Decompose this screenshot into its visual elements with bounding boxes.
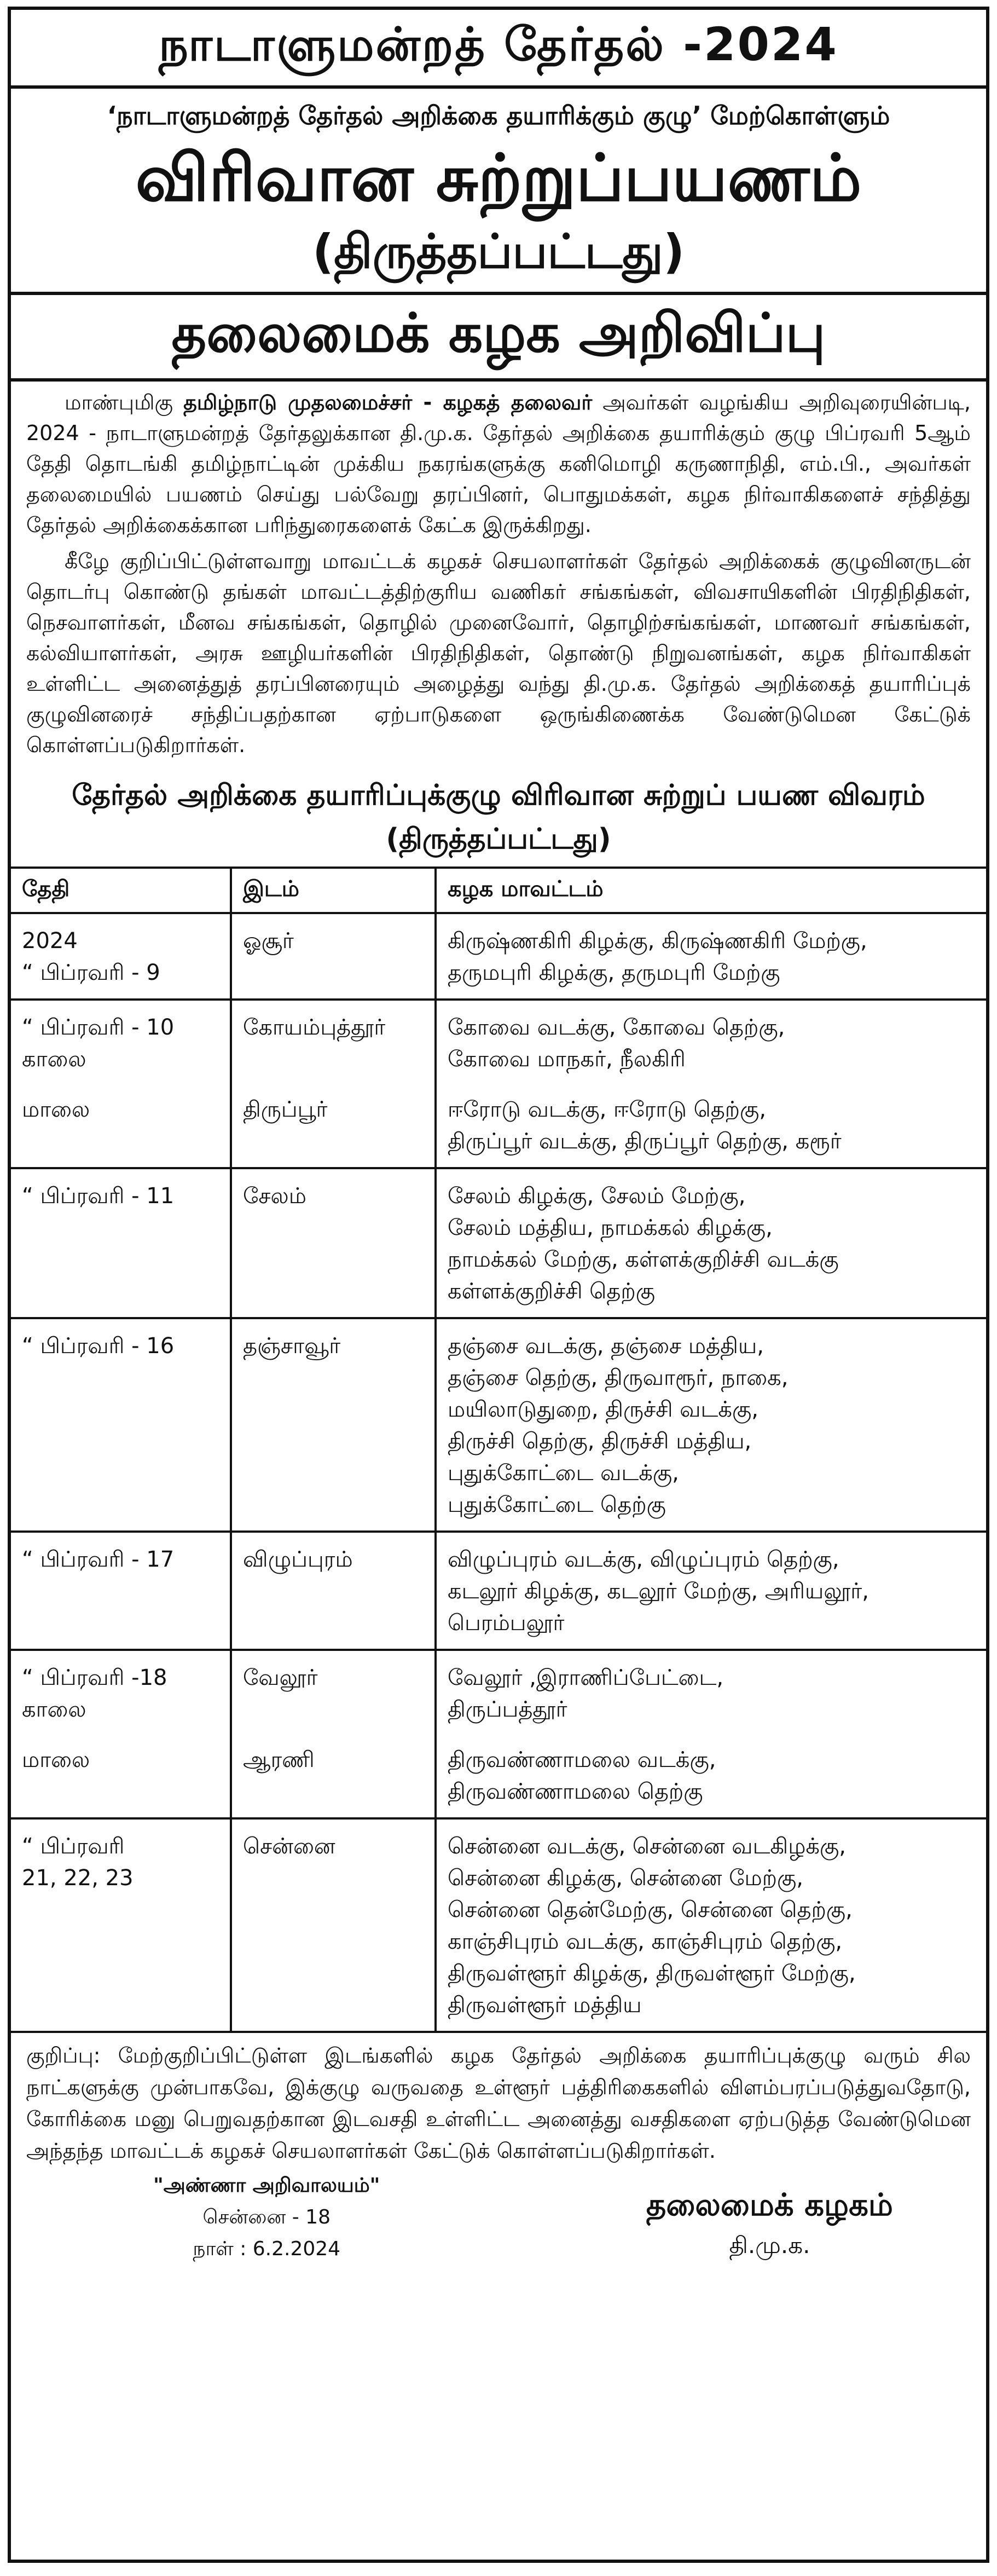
district-text: திருவள்ளூர் கிழக்கு, திருவள்ளூர் மேற்கு, (448, 1961, 856, 1986)
footer-date: நாள் : 6.2.2024 (193, 2238, 341, 2260)
date-text-evening: மாலை (22, 1097, 90, 1122)
place-text-evening: திருப்பூர் (243, 1097, 328, 1122)
date-text: “ பிப்ரவரி (22, 1834, 125, 1859)
place-text: கோயம்புத்தூர் (243, 1015, 386, 1040)
date-text: காலை (22, 1047, 86, 1072)
footer-org: தலைமைக் கழகம் (646, 2187, 893, 2223)
revised-label: (திருத்தப்பட்டது) (312, 224, 685, 279)
footer (11, 2170, 986, 2265)
districts-cell (436, 1650, 986, 1818)
district-text: திருப்பத்தூர் (448, 1697, 567, 1722)
newspaper-notice (8, 7, 989, 2563)
title-block (11, 89, 986, 295)
district-text: தருமபுரி கிழக்கு, தருமபுரி மேற்கு (448, 960, 780, 985)
district-text: தஞ்சை தெற்கு, திருவாரூர், நாகை, (448, 1365, 789, 1390)
place-text: ஓசூர் (243, 928, 294, 954)
date-text: “ பிப்ரவரி - 11 (22, 1183, 175, 1209)
district-text: புதுக்கோட்டை வடக்கு, (448, 1460, 679, 1486)
footer-abbr: தி.மு.க. (729, 2232, 810, 2259)
districts-cell (436, 1532, 986, 1650)
date-text-evening: மாலை (22, 1747, 90, 1772)
district-text: சேலம் மத்திய, நாமக்கல் கிழக்கு, (448, 1215, 773, 1240)
date-text: 2024 (22, 928, 78, 954)
date-cell (11, 1532, 231, 1650)
notice-title: தலைமைக் கழக அறிவிப்பு (11, 295, 986, 382)
district-text: வேலூர் ,இராணிப்பேட்டை, (448, 1665, 724, 1690)
place-text: வேலூர் (243, 1665, 318, 1690)
district-text: சேலம் கிழக்கு, சேலம் மேற்கு, (448, 1183, 746, 1209)
intro-paragraph (11, 382, 986, 540)
table-row (11, 1532, 986, 1650)
date-cell (11, 913, 231, 1000)
intro-pre: மாண்புமிகு (65, 390, 184, 414)
date-text: “ பிப்ரவரி - 16 (22, 1333, 175, 1359)
district-text: கோவை மாநகர், நீலகிரி (448, 1047, 686, 1072)
district-text: திருச்சி தெற்கு, திருச்சி மத்திய, (448, 1429, 752, 1454)
place-cell (231, 1650, 436, 1818)
place-cell (231, 1168, 436, 1318)
footer-address (153, 2170, 380, 2265)
date-text: “ பிப்ரவரி - 10 (22, 1015, 175, 1040)
table-header-row (11, 868, 986, 913)
place-text: விழுப்புரம் (243, 1547, 353, 1572)
header-districts: கழக மாவட்டம் (436, 868, 986, 913)
schedule-table (11, 867, 986, 2033)
table-row (11, 1168, 986, 1318)
date-text: “ பிப்ரவரி - 9 (22, 960, 160, 985)
intro-post: அவர்கள் வழங்கிய அறிவுரையின்படி, 2024 - நாடாளுமன்றத் தேர்தலுக்கான தி.மு.க. தேர்தல் அறிக்கை தயாரிக்கும் குழு பிப்ரவரி 5ஆம் தேதி தொடங்கி தமிழ்நாட்டின் முக்கிய நகரங்களுக்கு கனிமொழி கருணாநிதி, எம்.பி., அவர்கள் தலைமையில் பயணம் செய்து பல்வேறு தரப்பினர், பொதுமக்கள், கழக நிர்வாகிகளைச் சந்தித்து தேர்தல் அறிக்கைக்கான பரிந்துரைகளைக் கேட்க இருக்கிறது. (26, 390, 971, 537)
schedule-title: தேர்தல் அறிக்கை தயாரிப்புக்குழு விரிவான சுற்றுப் பயண விவரம் (72, 779, 925, 812)
place-text-evening: ஆரணி (243, 1747, 315, 1772)
intro-bold: தமிழ்நாடு முதலமைச்சர் - கழகத் தலைவர் (183, 390, 593, 414)
main-title: விரிவான சுற்றுப்பயணம் (135, 140, 862, 216)
district-text: ஈரோடு வடக்கு, ஈரோடு தெற்கு, (448, 1097, 767, 1122)
place-cell (231, 913, 436, 1000)
district-text: கிருஷ்ணகிரி கிழக்கு, கிருஷ்ணகிரி மேற்கு, (448, 928, 867, 954)
header-place: இடம் (231, 868, 436, 913)
table-row (11, 1650, 986, 1818)
place-text: சேலம் (243, 1183, 306, 1209)
place-text: தஞ்சாவூர் (243, 1333, 341, 1359)
districts-cell (436, 1168, 986, 1318)
district-text: திருவள்ளூர் மத்திய (448, 1992, 642, 2018)
date-cell (11, 1000, 231, 1168)
instructions-paragraph: கீழே குறிப்பிட்டுள்ளவாறு மாவட்டக் கழகச் செயலாளர்கள் தேர்தல் அறிக்கைக் குழுவினருடன் தொடர்பு கொண்டு தங்கள் மாவட்டத்திற்குரிய வணிகர் சங்கங்கள், விவசாயிகளின் பிரதிநிதிகள், நெசவாளர்கள், மீனவ சங்கங்கள், தொழில் முனைவோர், தொழிற்சங்கங்கள், மாணவர் சங்கங்கள், கல்வியாளர்கள், அரசு ஊழியர்களின் பிரதிநிதிகள், தொண்டு நிறுவனங்கள், கழக நிர்வாகிகள் உள்ளிட்ட அனைத்துத் தரப்பினரையும் அழைத்து வந்து தி.மு.க. தேர்தல் அறிக்கைத் தயாரிப்புக் குழுவினரைச் சந்திப்பதற்கான ஏற்பாடுகளை ஒருங்கிணைக்க வேண்டுமென கேட்டுக் கொள்ளப்படுகிறார்கள். (26, 549, 971, 757)
schedule-body (11, 913, 986, 2032)
district-text: புதுக்கோட்டை தெற்கு (448, 1492, 666, 1517)
footer-office: "அண்ணா அறிவாலயம்" (153, 2174, 380, 2197)
district-text: சென்னை வடக்கு, சென்னை வடகிழக்கு, (448, 1834, 846, 1859)
district-text: திருவண்ணாமலை வடக்கு, (448, 1747, 716, 1772)
date-cell (11, 1650, 231, 1818)
schedule-revised: (திருத்தப்பட்டது) (386, 823, 611, 856)
districts-cell (436, 913, 986, 1000)
date-cell (11, 1318, 231, 1532)
date-text: “ பிப்ரவரி - 17 (22, 1547, 175, 1572)
place-cell (231, 1818, 436, 2032)
place-cell (231, 1318, 436, 1532)
district-text: கடலூர் கிழக்கு, கடலூர் மேற்கு, அரியலூர், (448, 1579, 869, 1604)
district-text: மயிலாடுதுறை, திருச்சி வடக்கு, (448, 1397, 759, 1422)
note-paragraph: குறிப்பு: மேற்குறிப்பிட்டுள்ள இடங்களில் கழக தேர்தல் அறிக்கை தயாரிப்புக்குழு வரும் சில நாட்களுக்கு முன்பாகவே, இக்குழு வருவதை உள்ளூர் பத்திரிகைகளில் விளம்பரப்படுத்துவதோடு, கோரிக்கை மனு பெறுவதற்கான இடவசதி உள்ளிட்ட அனைத்து வசதிகளை ஏற்படுத்த வேண்டுமென அந்தந்த மாவட்டக் கழகச் செயலாளர்கள் கேட்டுக் கொள்ளப்படுகிறார்கள். (26, 2043, 971, 2163)
district-text: நாமக்கல் மேற்கு, கள்ளக்குறிச்சி வடக்கு (448, 1247, 839, 1272)
table-row (11, 1000, 986, 1168)
district-text: சென்னை கிழக்கு, சென்னை மேற்கு, (448, 1865, 803, 1891)
district-text: கள்ளக்குறிச்சி தெற்கு (448, 1279, 656, 1304)
headline: நாடாளுமன்றத் தேர்தல் -2024 (11, 10, 986, 89)
date-text: 21, 22, 23 (22, 1865, 134, 1891)
footer-city: சென்னை - 18 (202, 2206, 331, 2228)
district-text: காஞ்சிபுரம் வடக்கு, காஞ்சிபுரம் தெற்கு, (448, 1929, 843, 1954)
subheading: ‘நாடாளுமன்றத் தேர்தல் அறிக்கை தயாரிக்கும் குழு’ மேற்கொள்ளும் (107, 101, 890, 130)
district-text: சென்னை தென்மேற்கு, சென்னை தெற்கு, (448, 1897, 853, 1922)
spacer (243, 1694, 424, 1725)
districts-cell (436, 1818, 986, 2032)
date-text: “ பிப்ரவரி -18 (22, 1665, 167, 1690)
date-cell (11, 1168, 231, 1318)
place-cell (231, 1532, 436, 1650)
districts-cell (436, 1318, 986, 1532)
table-row (11, 1318, 986, 1532)
table-row (11, 1818, 986, 2032)
districts-cell (436, 1000, 986, 1168)
header-date: தேதி (11, 868, 231, 913)
footer-signature (646, 2170, 893, 2265)
place-text: சென்னை (243, 1834, 335, 1859)
district-text: திருவண்ணாமலை தெற்கு (448, 1779, 703, 1804)
district-text: கோவை வடக்கு, கோவை தெற்கு, (448, 1015, 785, 1040)
table-row (11, 913, 986, 1000)
place-cell (231, 1000, 436, 1168)
spacer (243, 1043, 424, 1075)
date-cell (11, 1818, 231, 2032)
district-text: திருப்பூர் வடக்கு, திருப்பூர் தெற்கு, கரூர் (448, 1129, 842, 1154)
district-text: தஞ்சை வடக்கு, தஞ்சை மத்திய, (448, 1333, 764, 1359)
date-text: காலை (22, 1697, 86, 1722)
district-text: விழுப்புரம் வடக்கு, விழுப்புரம் தெற்கு, (448, 1547, 839, 1572)
district-text: பெரம்பலூர் (448, 1610, 565, 1636)
